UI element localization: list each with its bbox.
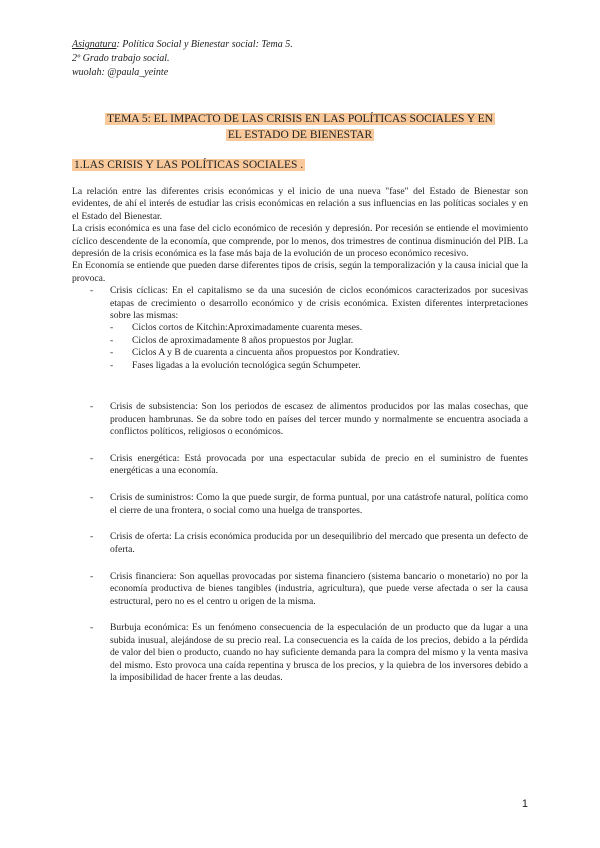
bullet-dash: - bbox=[90, 492, 94, 504]
author-line: wuolah: @paula_yeinte bbox=[72, 67, 169, 78]
list-item: - Crisis de subsistencia: Son los periodos de escasez de alimentos producidos por las malas cosechas, que producen hambrunas. Se da sobre todo en países del tercer mundo y normalmente se encuentra asociada a conflictos políticos, religiosos o económicos. bbox=[90, 401, 528, 437]
paragraph: La crisis económica es una fase del ciclo económico de recesión y depresión. Por recesión se entiende el movimiento cíclico descendente de la economía, que comprende, por lo menos, dos trimestres de continua disminución del PIB. La depresión de la crisis económica es la fase más baja de la evolución de un proceso económico recesivo. bbox=[72, 223, 528, 260]
list-item: - Crisis de oferta: La crisis económica producida por un desequilibrio del mercado que presenta un defecto de oferta. bbox=[90, 531, 528, 555]
subject-label: Asignatura bbox=[72, 39, 117, 50]
bullet-dash: - bbox=[90, 285, 94, 297]
sub-list-item: - Ciclos cortos de Kitchin:Aproximadamente cuarenta meses. bbox=[110, 322, 363, 334]
list-item-crisis-ciclicas bbox=[90, 285, 528, 322]
list-item-text: Crisis cíclicas: En el capitalismo se da una sucesión de ciclos económicos caracterizados por sucesivas etapas de crecimiento o desarrollo económico y de crisis económica. Existen diferentes interpretaciones sobre las mismas: bbox=[110, 285, 528, 322]
bullet-dash: - bbox=[90, 570, 94, 582]
subject-line bbox=[72, 38, 293, 52]
bullet-dash: - bbox=[110, 347, 114, 359]
list-item: - Crisis de suministros: Como la que puede surgir, de forma puntual, por una catástrofe natural, política como el cierre de una frontera, o social como una huelga de transportes. bbox=[90, 492, 528, 516]
list-item: - Burbuja económica: Es un fenómeno consecuencia de la especulación de un producto que da lugar a una subida inusual, alejándose de su precio real. La consecuencia es la caída de los precios, debido a la pérdida de valor del bien o producto, cuando no hay suficiente demanda para la compra del mismo y la venta masiva del mismo. Esto provoca una caída repentina y brusca de los precios, y la quiebra de los inversores debido a la imposibilidad de hacer frente a las deudas. bbox=[90, 622, 528, 684]
document-meta bbox=[72, 38, 293, 80]
title-line-2: EL ESTADO DE BIENESTAR bbox=[227, 129, 373, 141]
title-line-1: TEMA 5: EL IMPACTO DE LAS CRISIS EN LAS POLÍTICAS SOCIALES Y EN bbox=[107, 113, 493, 125]
subject-value: : Política Social y Bienestar social: Tema 5. bbox=[116, 39, 293, 50]
bullet-dash: - bbox=[90, 401, 94, 413]
bullet-dash: - bbox=[110, 322, 114, 334]
bullet-dash: - bbox=[90, 452, 94, 464]
sub-list-item: - Fases ligadas a la evolución tecnológica según Schumpeter. bbox=[110, 359, 361, 371]
paragraph: En Economía se entiende que pueden darse diferentes tipos de crisis, según la temporalización y la causa inicial que la provoca. bbox=[72, 260, 528, 284]
list-item: - Crisis financiera: Son aquellas provocadas por sistema financiero (sistema bancario o monetario) no por la economía productiva de bienes tangibles (industria, agricultura), que puede verse afectada o ser la causa estructural, pero no es el centro u origen de la misma. bbox=[90, 570, 528, 607]
bullet-dash: - bbox=[110, 334, 114, 346]
sub-list-item: - Ciclos de aproximadamente 8 años propuestos por Juglar. bbox=[110, 334, 354, 346]
bullet-dash: - bbox=[110, 359, 114, 371]
course-line: 2º Grado trabajo social. bbox=[72, 53, 170, 64]
list-item: - Crisis energética: Está provocada por una espectacular subida de precio en el suministro de fuentes energéticas a una economía. bbox=[90, 452, 528, 477]
bullet-dash: - bbox=[90, 531, 94, 543]
document-body bbox=[72, 186, 528, 685]
bullet-dash: - bbox=[90, 622, 94, 634]
sub-list-item: - Ciclos A y B de cuarenta a cincuenta años propuestos por Kondratiev. bbox=[110, 347, 400, 359]
page-number: 1 bbox=[521, 798, 528, 810]
paragraph: La relación entre las diferentes crisis económicas y el inicio de una nueva "fase" del Estado de Bienestar son evidentes, de ahí el interés de estudiar las crisis económicas en relación a sus influencias en las políticas sociales y en el Estado del Bienestar. bbox=[72, 186, 528, 222]
page-title bbox=[72, 111, 528, 143]
section-heading: 1.LAS CRISIS Y LAS POLÍTICAS SOCIALES . bbox=[74, 159, 304, 171]
